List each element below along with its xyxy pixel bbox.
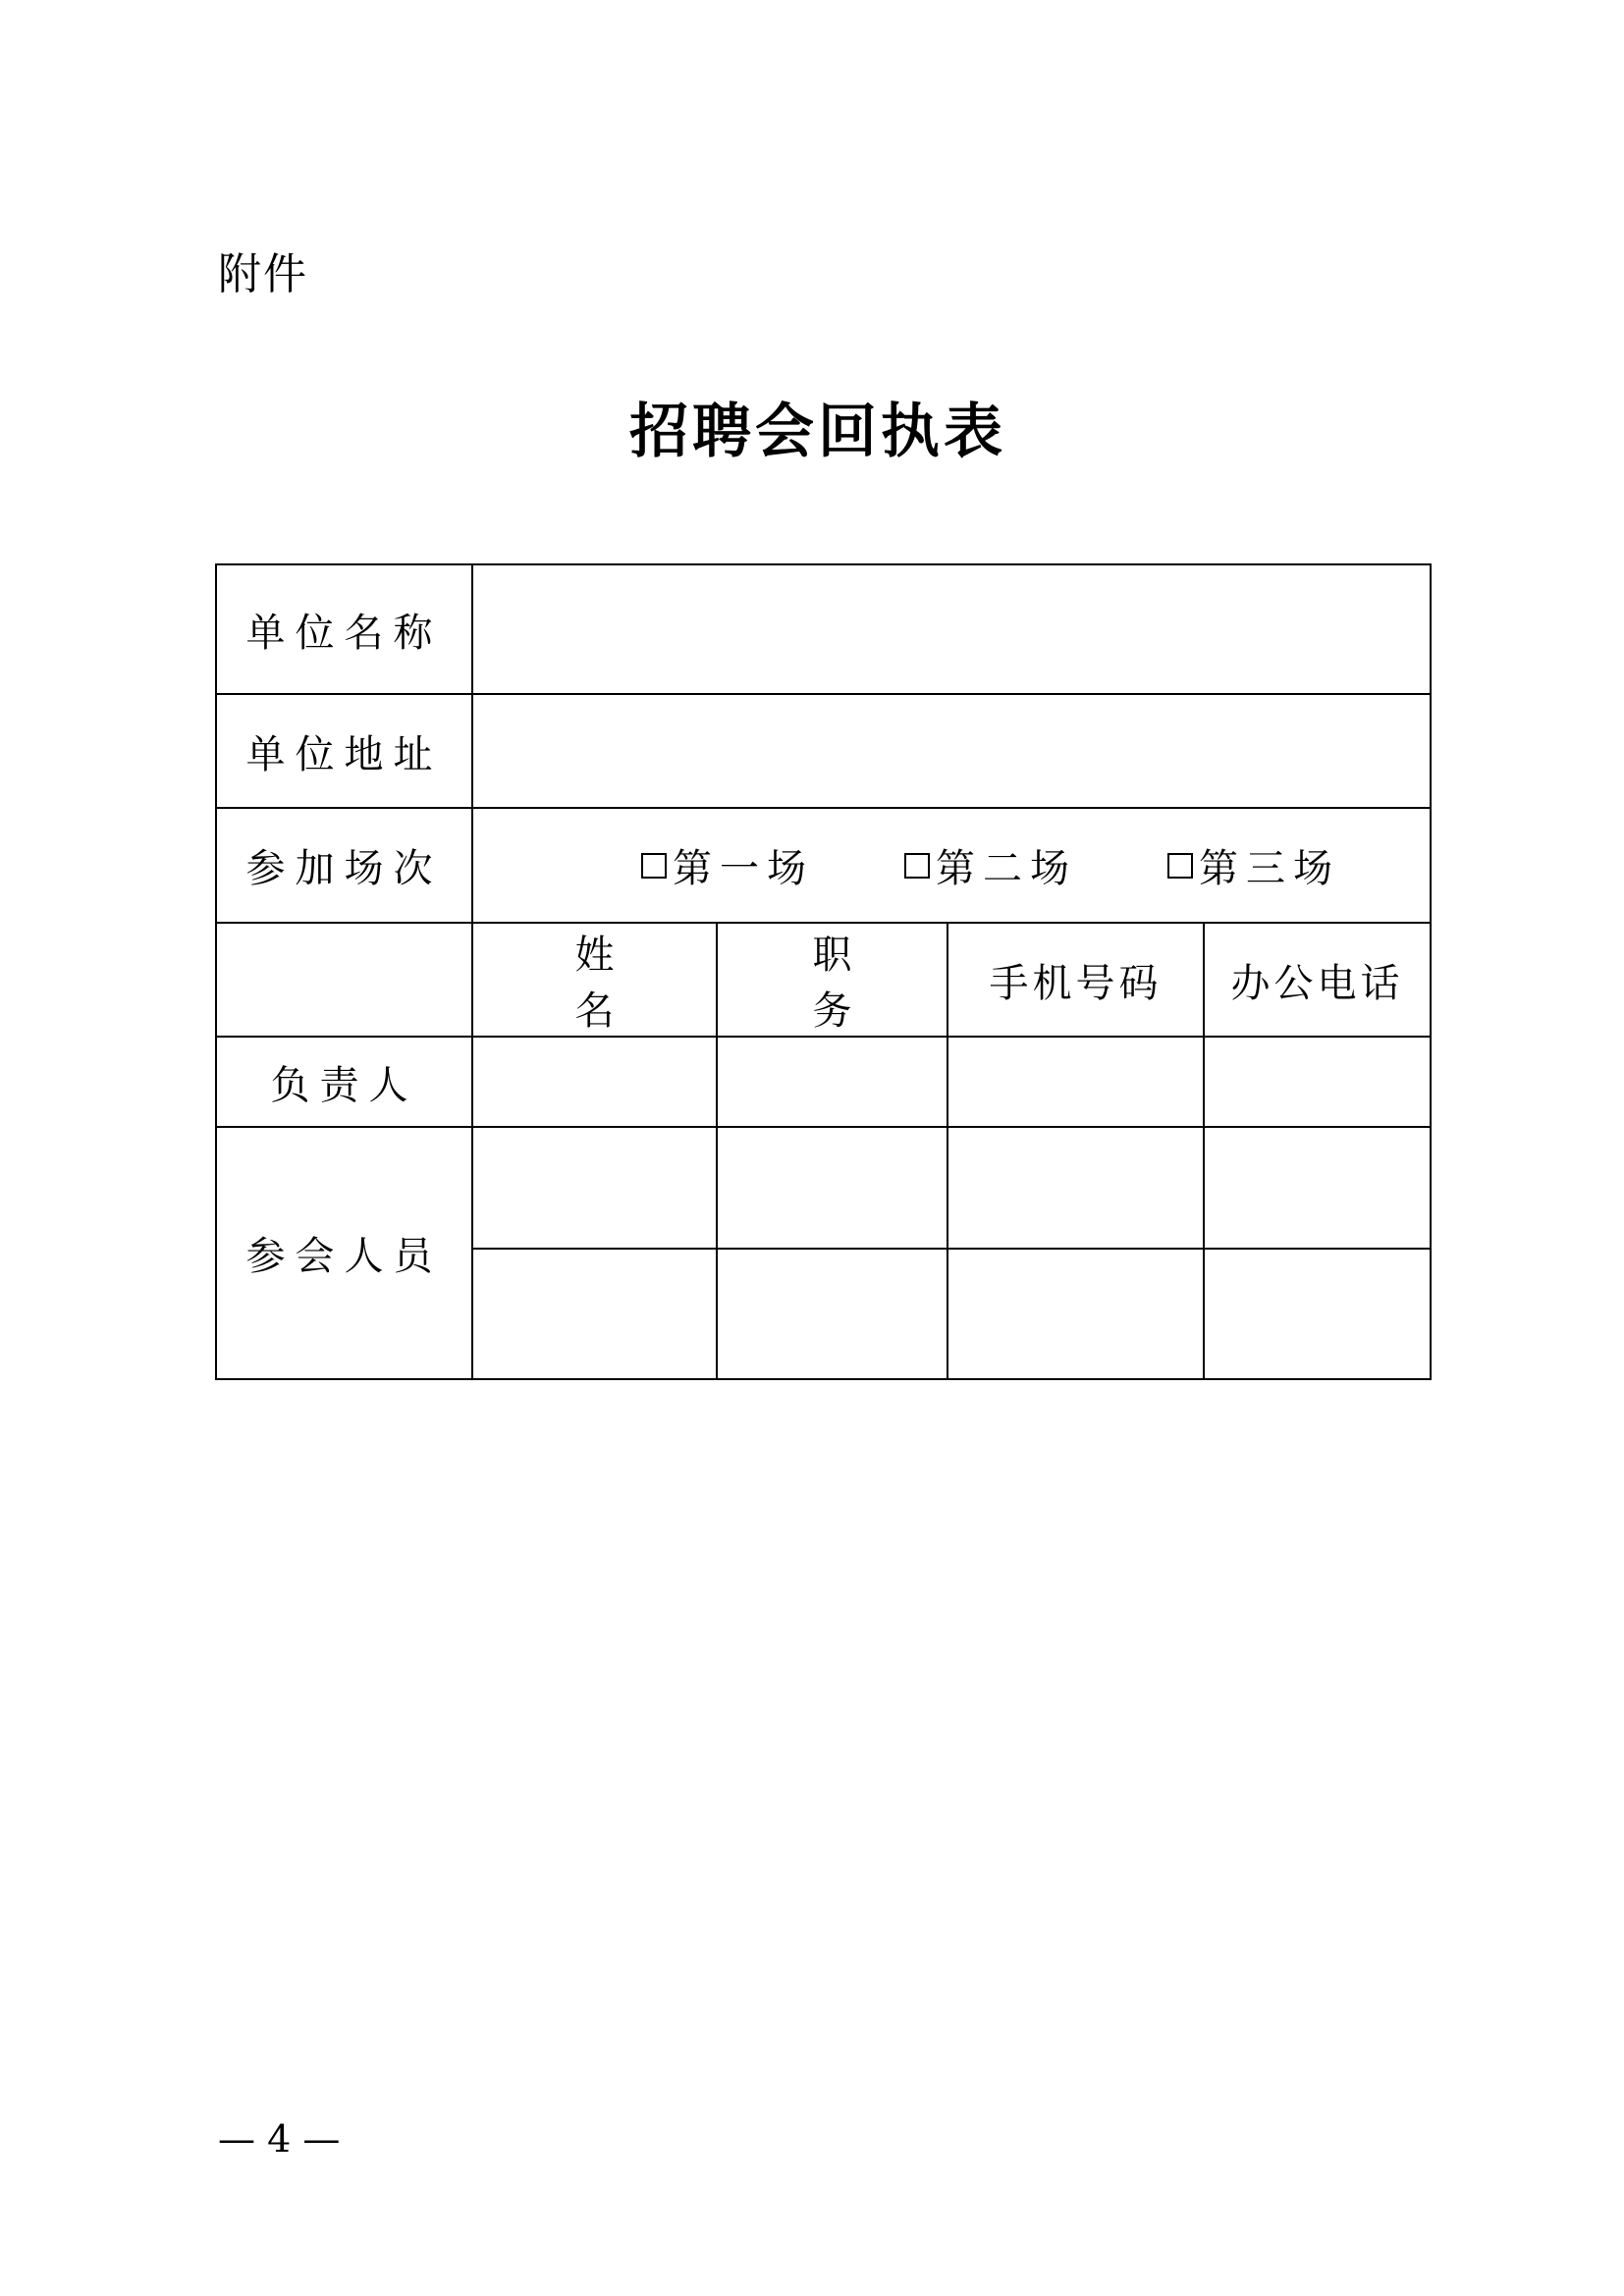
attendee-mobile-field[interactable] bbox=[947, 1249, 1204, 1379]
attendee-office-phone-field[interactable] bbox=[1204, 1127, 1431, 1249]
responsible-office-phone-field[interactable] bbox=[1204, 1037, 1431, 1127]
attendee-name-field[interactable] bbox=[472, 1249, 717, 1379]
column-header-row bbox=[216, 923, 1431, 1037]
unit-address-label: 单位地址 bbox=[216, 694, 472, 808]
unit-name-label: 单位名称 bbox=[216, 564, 472, 694]
session-option-3[interactable] bbox=[1167, 837, 1340, 893]
session-row bbox=[216, 808, 1431, 923]
page-number: — 4 — bbox=[218, 2117, 341, 2161]
responsible-position-field[interactable] bbox=[717, 1037, 947, 1127]
document-title: 招聘会回执表 bbox=[629, 398, 1006, 466]
column-header-name: 姓 名 bbox=[472, 923, 717, 1037]
attendee-row bbox=[216, 1127, 1431, 1249]
session-label: 参加场次 bbox=[216, 808, 472, 923]
responsible-mobile-field[interactable] bbox=[947, 1037, 1204, 1127]
attendee-mobile-field[interactable] bbox=[947, 1127, 1204, 1249]
column-header-mobile: 手机号码 bbox=[947, 923, 1204, 1037]
unit-name-row bbox=[216, 564, 1431, 694]
reply-form-table bbox=[215, 563, 1432, 1380]
unit-address-field[interactable] bbox=[472, 694, 1431, 808]
attendees-label: 参会人员 bbox=[216, 1127, 472, 1379]
attendee-office-phone-field[interactable] bbox=[1204, 1249, 1431, 1379]
column-header-office-phone: 办公电话 bbox=[1204, 923, 1431, 1037]
blank-header-cell bbox=[216, 923, 472, 1037]
attachment-label: 附件 bbox=[218, 249, 308, 299]
checkbox-icon[interactable] bbox=[904, 853, 930, 879]
checkbox-icon[interactable] bbox=[641, 853, 667, 879]
responsible-name-field[interactable] bbox=[472, 1037, 717, 1127]
session-option-1[interactable] bbox=[641, 837, 814, 893]
attendee-name-field[interactable] bbox=[472, 1127, 717, 1249]
column-header-position: 职 务 bbox=[717, 923, 947, 1037]
responsible-row bbox=[216, 1037, 1431, 1127]
unit-address-row bbox=[216, 694, 1431, 808]
unit-name-field[interactable] bbox=[472, 564, 1431, 694]
session-option-label: 第二场 bbox=[936, 846, 1077, 891]
session-options bbox=[472, 808, 1431, 923]
attendee-position-field[interactable] bbox=[717, 1249, 947, 1379]
session-option-label: 第三场 bbox=[1199, 846, 1340, 891]
checkbox-icon[interactable] bbox=[1167, 853, 1193, 879]
attendee-position-field[interactable] bbox=[717, 1127, 947, 1249]
session-option-2[interactable] bbox=[904, 837, 1077, 893]
responsible-label: 负责人 bbox=[216, 1037, 472, 1127]
session-option-label: 第一场 bbox=[673, 846, 814, 891]
